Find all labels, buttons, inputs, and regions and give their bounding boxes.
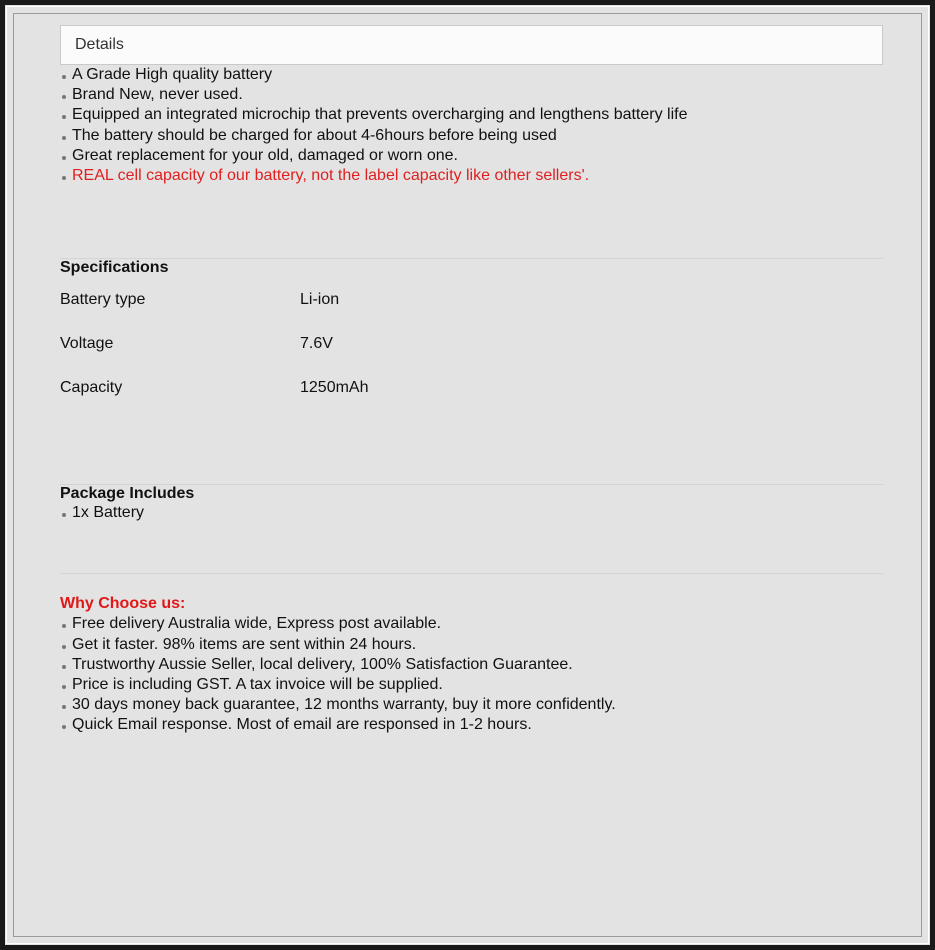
spec-value: 1250mAh [300,379,369,397]
list-item: Equipped an integrated microchip that prevents overcharging and lengthens battery life [60,105,883,125]
listing-content [60,25,883,736]
specifications-table [60,290,883,398]
list-item: Brand New, never used. [60,85,883,105]
list-item: 1x Battery [60,503,883,523]
list-item-highlight: REAL cell capacity of our battery, not the label capacity like other sellers'. [60,166,883,186]
spec-label: Voltage [60,335,114,353]
feature-list [60,65,883,186]
listing-panel [13,13,922,937]
spec-label: Capacity [60,379,123,397]
list-item: Price is including GST. A tax invoice will be supplied. [60,675,883,695]
spec-row [60,290,883,310]
list-item: Great replacement for your old, damaged or worn one. [60,146,883,166]
spec-value: 7.6V [300,335,333,353]
package-includes-title: Package Includes [60,485,195,503]
tab-details[interactable]: Details [60,25,883,65]
package-list [60,503,883,523]
list-item: Free delivery Australia wide, Express post available. [60,614,883,634]
list-item: Quick Email response. Most of email are responsed in 1-2 hours. [60,715,883,735]
list-item: Get it faster. 98% items are sent within 24 hours. [60,635,883,655]
list-item: 30 days money back guarantee, 12 months warranty, buy it more confidently. [60,695,883,715]
why-choose-title: Why Choose us: [60,595,186,613]
specifications-title: Specifications [60,259,169,277]
spec-row [60,334,883,354]
why-choose-list [60,614,883,735]
section-divider [60,573,883,574]
list-item: The battery should be charged for about 4-6hours before being used [60,126,883,146]
spec-row [60,378,883,398]
list-item: Trustworthy Aussie Seller, local delivery, 100% Satisfaction Guarantee. [60,655,883,675]
spec-label: Battery type [60,291,146,309]
spec-value: Li-ion [300,291,340,309]
list-item: A Grade High quality battery [60,65,883,85]
